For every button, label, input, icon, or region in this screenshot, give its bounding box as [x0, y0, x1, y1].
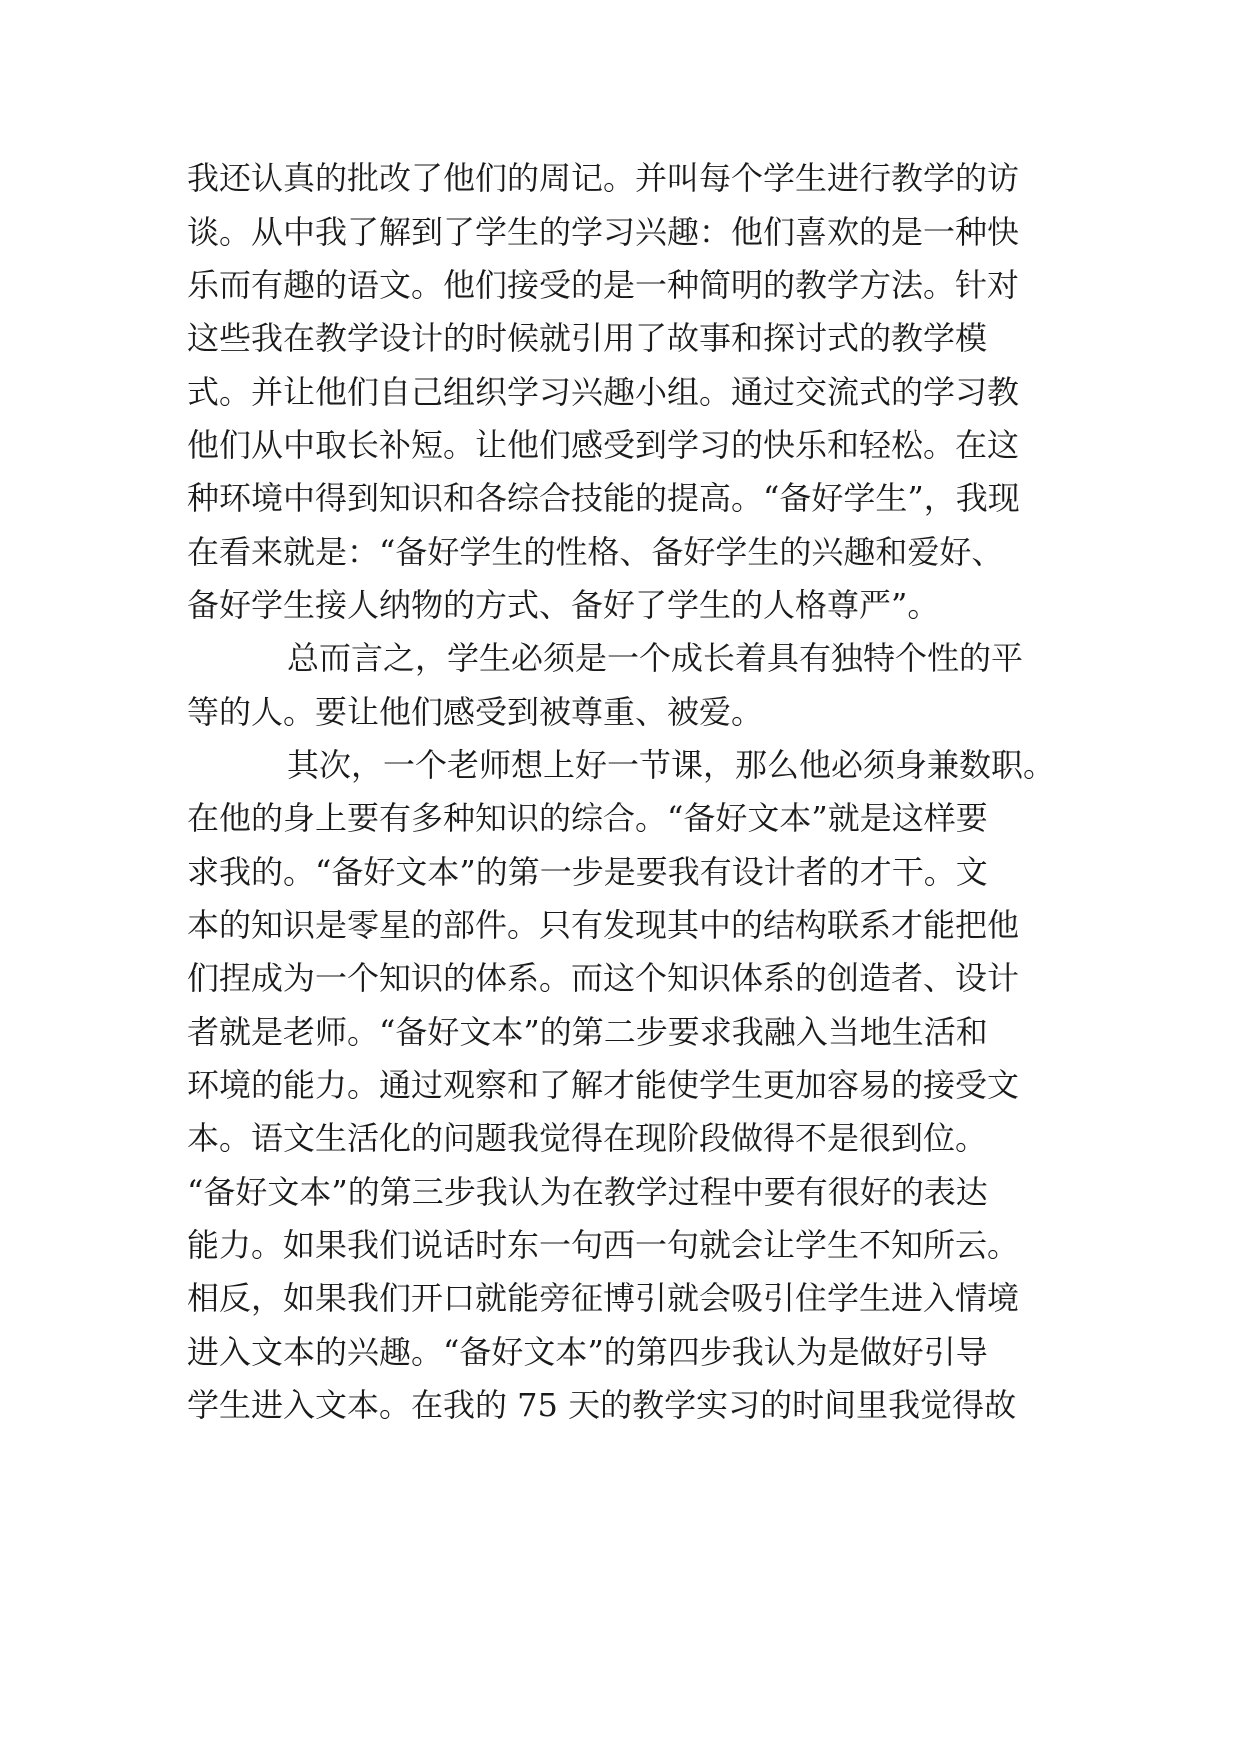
text-line: 进入文本的兴趣。“备好文本”的第四步我认为是做好引导	[187, 1333, 988, 1371]
text-line: 等的人。要让他们感受到被尊重、被爱。	[187, 693, 764, 731]
text-line: 乐而有趣的语文。他们接受的是一种简明的教学方法。针对	[187, 266, 1020, 304]
text-line: 者就是老师。“备好文本”的第二步要求我融入当地生活和	[187, 1013, 988, 1051]
text-line: 本的知识是零星的部件。只有发现其中的结构联系才能把他	[187, 906, 1020, 944]
text-line: 在看来就是：“备好学生的性格、备好学生的兴趣和爱好、	[187, 533, 1004, 571]
text-line: 求我的。“备好文本”的第一步是要我有设计者的才干。文	[187, 853, 988, 891]
paragraph-first-line: 总而言之，学生必须是一个成长着具有独特个性的平	[287, 639, 1024, 677]
text-line: 相反，如果我们开口就能旁征博引就会吸引住学生进入情境	[187, 1279, 1020, 1317]
text-line: 这些我在教学设计的时候就引用了故事和探讨式的教学模	[187, 319, 988, 357]
text-line: 他们从中取长补短。让他们感受到学习的快乐和轻松。在这	[187, 426, 1020, 464]
text-line: 能力。如果我们说话时东一句西一句就会让学生不知所云。	[187, 1226, 1020, 1264]
text-line: 我还认真的批改了他们的周记。并叫每个学生进行教学的访	[187, 159, 1020, 197]
paragraph-first-line: 其次，一个老师想上好一节课，那么他必须身兼数职。	[287, 746, 1056, 784]
text-line: 本。语文生活化的问题我觉得在现阶段做得不是很到位。	[187, 1119, 988, 1157]
text-line: 在他的身上要有多种知识的综合。“备好文本”就是这样要	[187, 799, 988, 837]
text-line: 种环境中得到知识和各综合技能的提高。“备好学生”，我现	[187, 479, 1020, 517]
text-line: “备好文本”的第三步我认为在教学过程中要有很好的表达	[187, 1173, 988, 1211]
text-line: 谈。从中我了解到了学生的学习兴趣：他们喜欢的是一种快	[187, 213, 1020, 251]
text-line: 学生进入文本。在我的 75 天的教学实习的时间里我觉得故	[187, 1386, 1017, 1424]
text-line: 们捏成为一个知识的体系。而这个知识体系的创造者、设计	[187, 959, 1020, 997]
text-line: 备好学生接人纳物的方式、备好了学生的人格尊严”。	[187, 586, 940, 624]
text-line: 式。并让他们自己组织学习兴趣小组。通过交流式的学习教	[187, 373, 1020, 411]
text-line: 环境的能力。通过观察和了解才能使学生更加容易的接受文	[187, 1066, 1020, 1104]
